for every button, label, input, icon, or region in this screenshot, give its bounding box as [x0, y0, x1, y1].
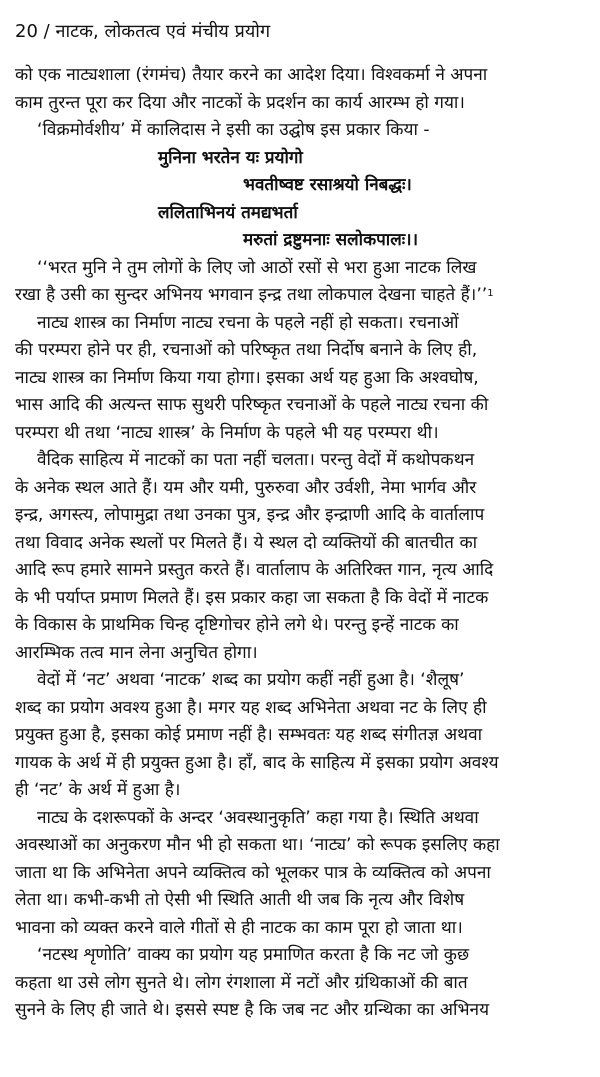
sanskrit-verse-line: मुनिना भरतेन यः प्रयोगो	[158, 147, 303, 168]
running-header	[15, 20, 270, 44]
book-title: नाटक, लोकतत्व एवं मंचीय प्रयोग	[55, 21, 271, 42]
text-line	[15, 282, 587, 310]
text-line: परम्परा थी तथा ‘नाट्य शास्त्र’ के निर्माण के पहले भी यह परम्परा थी।	[15, 422, 439, 443]
page-number: 20	[15, 21, 38, 42]
text-line: गायक के अर्थ में ही प्रयुक्त हुआ है। हाँ, बाद के साहित्य में इसका प्रयोग अवश्य	[15, 752, 499, 773]
header-separator: /	[43, 21, 50, 42]
footnote-marker: 1	[487, 288, 494, 299]
text-line: आरम्भिक तत्व मान लेना अनुचित होगा।	[15, 642, 258, 663]
text-line: ‘‘भरत मुनि ने तुम लोगों के लिए जो आठों रसों से भरा हुआ नाटक लिख	[37, 257, 477, 278]
text-line: जाता था कि अभिनेता अपने व्यक्तित्व को भूलकर पात्र के व्यक्तित्व को अपना	[15, 862, 491, 883]
sanskrit-verse-line: ललिताभिनयं तमद्यभर्ता	[158, 202, 298, 223]
text-line: को एक नाट्यशाला (रंगमंच) तैयार करने का आदेश दिया। विश्वकर्मा ने अपना	[15, 65, 488, 85]
text-line: इन्द्र, अगस्त्य, लोपामुद्रा तथा उनका पुत्र, इन्द्र और इन्द्राणी आदि के वार्तालाप	[15, 505, 485, 525]
text-line: ‘विक्रमोर्वशीय’ में कालिदास ने इसी का उद्घोष इस प्रकार किया -	[37, 120, 430, 140]
text-line: तथा विवाद अनेक स्थलों पर मिलते हैं। ये स्थल दो व्यक्तियों की बातचीत का	[15, 532, 478, 553]
text-line: कहता था उसे लोग सुनते थे। लोग रंगशाला में नटों और ग्रंथिकाओं की बात	[15, 972, 468, 993]
text-line: आदि रूप हमारे सामने प्रस्तुत करते हैं। वार्तालाप के अतिरिक्त गान, नृत्य आदि	[15, 560, 494, 580]
text-line: काम तुरन्त पूरा कर दिया और नाटकों के प्रदर्शन का कार्य आरम्भ हो गया।	[15, 92, 465, 113]
text-line: नाट्य शास्त्र का निर्माण किया गया होगा। इसका अर्थ यह हुआ कि अश्वघोष,	[15, 367, 479, 388]
text-line: नाट्य के दशरूपकों के अन्दर ‘अवस्थानुकृति’ कहा गया है। स्थिति अथवा	[37, 807, 479, 828]
text-line: ‘नटस्थ शृणोति’ वाक्य का प्रयोग यह प्रमाणित करता है कि नट जो कुछ	[37, 945, 469, 965]
text-line: भास आदि की अत्यन्त साफ सुथरी परिष्कृत रचनाओं के पहले नाट्य रचना की	[15, 395, 489, 415]
text-line: वेदों में ‘नट’ अथवा ‘नाटक’ शब्द का प्रयोग कहीं नहीं हुआ है। ‘शैलूष’	[37, 670, 465, 690]
text-line: सुनने के लिए ही जाते थे। इससे स्पष्ट है कि जब नट और ग्रन्थिका का अभिनय	[15, 1000, 490, 1020]
text-line: लेता था। कभी-कभी तो ऐसी भी स्थिति आती थी जब कि नृत्य और विशेष	[15, 890, 465, 910]
text-line: शब्द का प्रयोग अवश्य हुआ है। मगर यह शब्द अभिनेता अथवा नट के लिए ही	[15, 697, 487, 718]
text-line: नाट्य शास्त्र का निर्माण नाट्य रचना के पहले नहीं हो सकता। रचनाओं	[37, 312, 459, 333]
text-line: के विकास के प्राथमिक चिन्ह दृष्टिगोचर होने लगे थे। परन्तु इन्हें नाटक का	[15, 615, 459, 635]
text-line: के भी पर्याप्त प्रमाण मिलते हैं। इस प्रकार कहा जा सकता है कि वेदों में नाटक	[15, 587, 489, 608]
text-line: ही ‘नट’ के अर्थ में हुआ है।	[15, 780, 181, 800]
text-line: के अनेक स्थल आते हैं। यम और यमी, पुरुरुवा और उर्वशी, नेमा भार्गव और	[15, 477, 477, 498]
text-line: की परम्परा होने पर ही, रचनाओं को परिष्कृत तथा निर्दोष बनाने के लिए ही,	[15, 340, 478, 360]
body-text	[15, 62, 587, 1025]
text-line: भावना को व्यक्त करने वाले गीतों से ही नाटक का काम पूरा हो जाता था।	[15, 917, 463, 938]
text-line-content: रखा है उसी का सुन्दर अभिनय भगवान इन्द्र तथा लोकपाल देखना चाहते हैं।’’	[15, 285, 488, 305]
sanskrit-verse-line: भवतीष्वष्ट रसाश्रयो निबद्धः।	[243, 175, 412, 195]
text-line: प्रयुक्त हुआ है, इसका कोई प्रमाण नहीं है। सम्भवतः यह शब्द संगीतज्ञ अथवा	[15, 725, 483, 745]
sanskrit-verse-line: मरुतां द्रष्टुमनाः सलोकपालः।।	[243, 230, 419, 250]
text-line: अवस्थाओं का अनुकरण मौन भी हो सकता था। ‘नाट्य’ को रूपक इसलिए कहा	[15, 835, 500, 855]
text-line: वैदिक साहित्य में नाटकों का पता नहीं चलता। परन्तु वेदों में कथोपकथन	[37, 450, 475, 470]
